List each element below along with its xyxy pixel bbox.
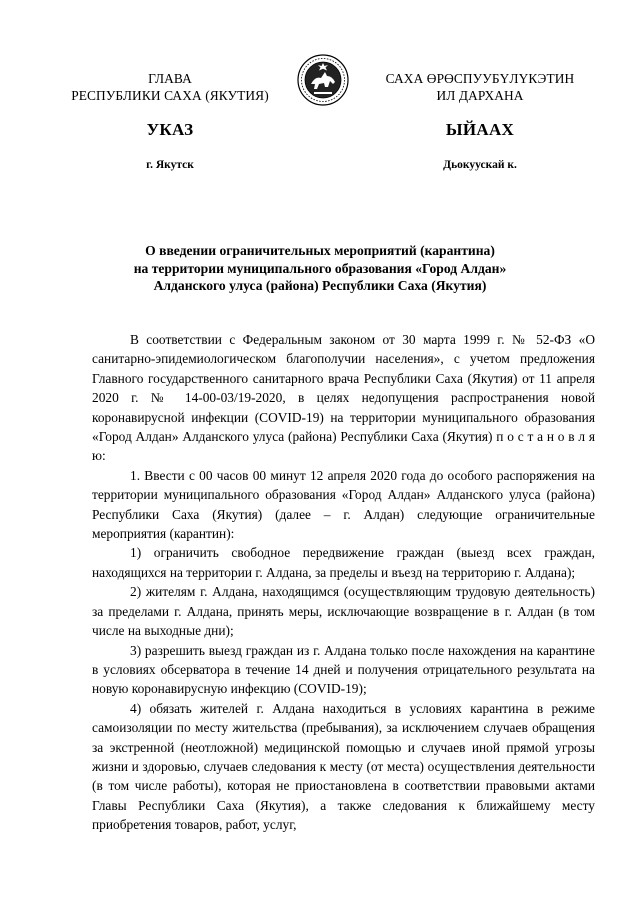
header-left-line2: РЕСПУБЛИКИ САХА (ЯКУТИЯ) [71,88,269,103]
paragraph-1-3: 3) разрешить выезд граждан из г. Алдана только после нахождения на карантине в условиях обсерватора в течение 14 дней и получения отрицательного результата на новую коронавирусную инфекцию (COVID-19); [92,642,595,697]
header-left-line1: ГЛАВА [148,71,192,86]
city-ru: г. Якутск [146,159,194,171]
document-title [70,242,570,295]
header-right-line1: САХА ӨРӨСПУУБҮЛҮКЭТИН [385,71,575,86]
doc-type-ru: УКАЗ [146,120,194,139]
title-line3: Алданского улуса (района) Республики Саха (Якутия) [153,278,487,293]
paragraph-preamble: В соответствии с Федеральным законом от 30 марта 1999 г. № 52-ФЗ «О санитарно-эпидемиологическом благополучии населения», с учетом предложения Главного государственного санитарного врача Республики Саха (Якутия) от 11 апреля 2020 г. № 14-00-03/19-2020, в целях недопущения распространения новой коронавирусной инфекции (COVID-19) на территории муниципального образования «Город Алдан» Алданского улуса (района) Республики Саха (Якутия) п о с т а н о в л я ю: [92,332,595,464]
header-right [370,70,590,104]
document-body [92,330,595,835]
coat-of-arms-icon [297,54,349,106]
paragraph-1-2: 2) жителям г. Алдана, находящимся (осуществляющим трудовую деятельность) за пределами г. Алдана, принять меры, исключающие возвращение в г. Алдан (в том числе на выходные дни); [92,584,595,639]
paragraph-1: 1. Ввести с 00 часов 00 минут 12 апреля 2020 года до особого распоряжения на территории муниципального образования «Город Алдан» Алданского улуса (района) Республики Саха (Якутия) (далее – г. Алдан) следующие ограничительные мероприятия (карантин): [92,467,595,542]
title-line2: на территории муниципального образования «Город Алдан» [133,260,507,276]
header-left [60,70,280,104]
city-sah: Дьокуускай к. [443,159,517,171]
paragraph-1-1: 1) ограничить свободное передвижение граждан (выезд всех граждан, находящихся на территории г. Алдана, за пределы и въезд на территорию г. Алдана); [92,545,595,580]
paragraph-1-4: 4) обязать жителей г. Алдана находиться в условиях карантина в режиме самоизоляции по месту жительства (пребывания), за исключением случаев обращения за экстренной (неотложной) медицинской помощью и случаев иной прямой угрозы жизни и здоровью, случаев следования к месту (от места) осуществления деятельности (в том числе работы), которая не приостановлена в соответствии правовыми актами Главы Республики Саха (Якутия), а также следования к ближайшему месту приобретения товаров, работ, услуг, [92,700,595,833]
header-right-line2: ИЛ ДАРХАНА [436,88,524,103]
title-line1: О введении ограничительных мероприятий (карантина) [145,243,495,258]
doc-type-sah: ЫЙААХ [445,120,515,139]
